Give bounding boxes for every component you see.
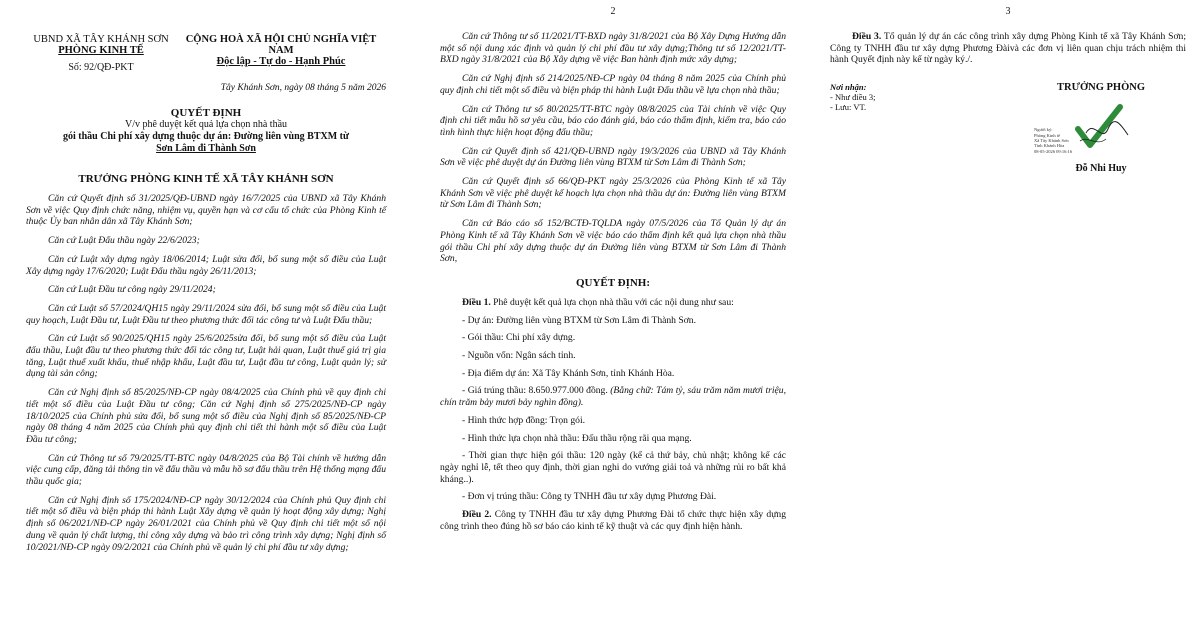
page-number: 3 — [1005, 6, 1011, 17]
legal-basis-list — [440, 31, 786, 265]
document-number: Số: 92/QĐ-PKT — [68, 62, 134, 73]
page-number: 2 — [610, 6, 616, 17]
issuer-line-1: UBND XÃ TÂY KHÁNH SƠN — [33, 34, 169, 45]
recipients-block — [830, 82, 980, 174]
legal-basis-paragraph: Căn cứ Luật số 90/2025/QH15 ngày 25/6/2025sửa đổi, bổ sung một số điều của Luật đấu thầu, Luật đầu tư theo phương thức đối tác công tư, Luật hải quan, Luật thuế giá trị gia tăng, Luật thuế xuất khẩu, thuế nhập khẩu, Luật đầu tư, Luật đầu tư công, Luật quản lý; sử dụng tài sản công; — [26, 333, 386, 380]
signer-title: TRƯỞNG PHÒNG — [1057, 82, 1145, 94]
article-2 — [440, 509, 786, 532]
legal-basis-paragraph: Căn cứ Quyết định số 421/QĐ-UBND ngày 19/3/2026 của UBND xã Tây Khánh Sơn về việc phê duyệt dự án Đường liên vùng BTXM từ Sơn Lâm đi Thành Sơn; — [440, 145, 786, 169]
legal-basis-paragraph: Căn cứ Thông tư số 80/2025/TT-BTC ngày 08/8/2025 của Tài chính về việc Quy định chi tiết mẫu hồ sơ yêu cầu, báo cáo đánh giá, báo cáo thẩm định, kiểm tra, báo cáo tình hình thực hiện hoạt động đấu thầu; — [440, 103, 786, 138]
legal-basis-paragraph: Căn cứ Nghị định số 85/2025/NĐ-CP ngày 08/4/2025 của Chính phủ về quy định chi tiết một số điều của Luật Đầu tư công; Căn cứ Nghị định số 275/2025/NĐ-CP ngày 18/10/2025 của Chính phủ sửa đổi, bổ sung một số điều của Nghị định số 85/2025/NĐ-CP ngày 08 tháng 4 năm 2025 của Chính phủ quy định chi tiết thi hành một số điều của Luật Đầu tư công; — [26, 387, 386, 445]
article-item: - Dự án: Đường liên vùng BTXM từ Sơn Lâm đi Thành Sơn. — [462, 314, 696, 326]
date-line: Tây Khánh Sơn, ngày 08 tháng 5 năm 2026 — [220, 83, 386, 93]
article-1-label: Điều 1. — [462, 296, 491, 308]
stamp-text — [1034, 127, 1072, 154]
nation-line-1: CỘNG HOÀ XÃ HỘI CHỦ NGHĨA VIỆT NAM — [185, 34, 377, 56]
legal-basis-paragraph: Căn cứ Thông tư số 79/2025/TT-BTC ngày 04/8/2025 của Bộ Tài chính về hướng dẫn việc cung cấp, đăng tải thông tin về đấu thầu và mẫu hồ sơ đấu thầu trên Hệ thống mạng đấu thầu quốc gia; — [26, 452, 386, 488]
nation-block — [176, 34, 386, 73]
signature-block — [1016, 82, 1186, 174]
article-item: - Đơn vị trúng thầu: Công ty TNHH đầu tư xây dựng Phương Đài. — [462, 491, 717, 503]
winning-price-value: - Giá trúng thầu: 8.650.977.000 đồng. — [462, 385, 608, 397]
article-2-label: Điều 2. — [462, 509, 492, 521]
article-item: - Hình thức lựa chọn nhà thầu: Đấu thầu rộng rãi qua mạng. — [462, 432, 692, 444]
document-page-1 — [0, 0, 400, 634]
issuer-block — [26, 34, 176, 73]
article-3-label: Điều 3. — [852, 31, 882, 42]
article-2-text: Công ty TNHH đầu tư xây dựng Phương Đài tổ chức thực hiện xây dựng công trình theo đúng hồ sơ báo cáo kinh tế kỹ thuật và các quy định hiện hành. — [440, 509, 786, 532]
legal-basis-paragraph: Căn cứ Luật Đầu tư công ngày 29/11/2024; — [48, 284, 216, 296]
article-3 — [830, 31, 1186, 66]
signature-area — [830, 82, 1186, 174]
winning-price — [440, 385, 786, 408]
article-1-text: Phê duyệt kết quả lựa chọn nhà thầu với các nội dung như sau: — [490, 296, 734, 308]
nation-line-2: Độc lập - Tự do - Hạnh Phúc — [216, 56, 346, 67]
stamp-line: Người ký: — [1034, 127, 1053, 133]
stamp-line: 08-05-2026 09:16:16 — [1034, 148, 1073, 154]
article-item: - Gói thầu: Chi phí xây dựng. — [462, 332, 576, 344]
subtitle-line-3: Sơn Lâm đi Thành Sơn — [156, 143, 256, 154]
subtitle-line-2: gói thầu Chi phí xây dựng thuộc dự án: Đường liên vùng BTXM từ — [63, 131, 349, 142]
legal-basis-paragraph: Căn cứ Thông tư số 11/2021/TT-BXD ngày 31/8/2021 của Bộ Xây Dựng Hướng dẫn một số nội dung xác định và quản lý chi phí đầu tư xây dựng;Thông tư số 12/2021/TT-BXD ngày 31/8/2021 của Bộ Xây dựng về việc Ban hành định mức xây dựng; — [440, 31, 786, 66]
article-item: - Thời gian thực hiện gói thầu: 120 ngày (kể cả thứ bảy, chủ nhật; không kể các ngày nghỉ lễ, tết theo quy định, thời gian nghi do vướng giải toả và những rủi ro bất khả kháng..). — [440, 450, 786, 485]
recipient-item: - Như điều 3; — [830, 92, 876, 103]
stamp-line: Tỉnh Khánh Hòa — [1034, 143, 1065, 149]
article-1 — [440, 297, 786, 309]
legal-basis-paragraph: Căn cứ Báo cáo số 152/BCTĐ-TQLDA ngày 07/5/2026 của Tổ Quản lý dự án Phòng Kinh tế xã Tây Khánh Sơn về việc báo cáo thẩm định kết quả lựa chọn nhà thầu gói thầu Chi phí xây dựng thuộc dự án Đường liên vùng BTXM từ Sơn Lâm đi Thành Sơn, — [440, 218, 786, 265]
recipient-item: - Lưu: VT. — [830, 102, 867, 113]
document-page-3 — [800, 0, 1200, 634]
legal-basis-paragraph: Căn cứ Nghị định số 175/2024/NĐ-CP ngày 30/12/2024 của Chính phủ Quy định chi tiết một số điều và biện pháp thi hành Luật Xây dựng về quản lý hoạt động xây dựng; Nghị định số 06/2021/NĐ-CP ngày 26/01/2021 của Chính phủ về Quy định chi tiết một số nội dung về quản lý chất lượng, thi công xây dựng và bảo trì công trình xây dựng; Nghị định số 10/2021/NĐ-CP ngày 09/2/2021 của Chính phủ về quản lý chi phí đầu tư xây dựng; — [26, 494, 386, 553]
issuer-line-2: PHÒNG KINH TẾ — [58, 45, 144, 56]
document-title: QUYẾT ĐỊNH — [170, 107, 242, 119]
digital-signature-stamp — [1016, 99, 1186, 159]
legal-basis-list — [26, 193, 386, 553]
legal-basis-paragraph: Căn cứ Nghị định số 214/2025/NĐ-CP ngày 04 tháng 8 năm 2025 của Chính phủ quy định chi tiết một số điều và biện pháp thi hành Luật Đấu thầu về lựa chọn nhà thầu; — [440, 73, 786, 96]
article-item: - Nguồn vốn: Ngân sách tỉnh. — [462, 350, 576, 362]
legal-basis-paragraph: Căn cứ Luật Đấu thầu ngày 22/6/2023; — [48, 235, 200, 247]
document-page-2 — [400, 0, 800, 634]
stamp-line: Phòng Kinh tế — [1034, 132, 1061, 138]
legal-basis-paragraph: Căn cứ Luật xây dựng ngày 18/06/2014; Luật sửa đổi, bổ sung một số điều của Luật Xây dựng ngày 17/6/2020; Luật Đấu thầu ngày 26/11/2013; — [26, 253, 386, 277]
legal-basis-paragraph: Căn cứ Quyết định số 31/2025/QĐ-UBND ngày 16/7/2025 của UBND xã Tây Khánh Sơn về việc Quy định chức năng, nhiệm vụ, quyền hạn và cơ cấu tổ chức của Phòng Kinh tế thuộc Ủy ban nhân dân xã Tây Khánh Sơn; — [26, 193, 386, 228]
stamp-line: Xã Tây Khánh Sơn — [1034, 137, 1069, 143]
document-header — [26, 34, 386, 73]
legal-basis-paragraph: Căn cứ Luật số 57/2024/QH15 ngày 29/11/2024 sửa đổi, bổ sung một số điều của Luật quy hoạch, Luật Đầu tư, Luật Đầu tư theo phương thức đối tác công tư và Luật Đấu thầu; — [26, 302, 386, 326]
decision-heading: QUYẾT ĐỊNH: — [575, 276, 651, 289]
article-item: - Địa điểm dự án: Xã Tây Khánh Sơn, tỉnh Khánh Hòa. — [462, 367, 675, 379]
article-3-text: Tổ quản lý dự án các công trình xây dựng Phòng Kinh tế xã Tây Khánh Sơn; Công ty TNHH đầu tư xây dựng Phương Đàivà các đơn vị liên quan chịu trách nhiệm thi hành Quyết định này kể từ ngày ký./. — [830, 31, 1187, 66]
article-item: - Hình thức hợp đồng: Trọn gói. — [462, 414, 586, 426]
legal-basis-paragraph: Căn cứ Quyết định số 66/QĐ-PKT ngày 25/3/2026 của Phòng Kinh tế xã Tây Khánh Sơn về việc phê duyệt kế hoạch lựa chọn nhà thầu dự án: Đường liên vùng BTXM từ Sơn Lâm đi Thành Sơn; — [440, 176, 786, 211]
winning-price-words: (Bằng chữ: Tám tỷ, sáu trăm năm mươi triệu, chín trăm bảy mươi bảy nghìn đồng). — [440, 385, 786, 409]
subtitle-line-1: V/v phê duyệt kết quả lựa chọn nhà thầu — [124, 119, 288, 130]
recipients-heading: Nơi nhận: — [830, 82, 867, 93]
signer-name: Đỗ Nhi Huy — [1075, 163, 1127, 175]
authority-heading: TRƯỞNG PHÒNG KINH TẾ XÃ TÂY KHÁNH SƠN — [78, 173, 334, 185]
